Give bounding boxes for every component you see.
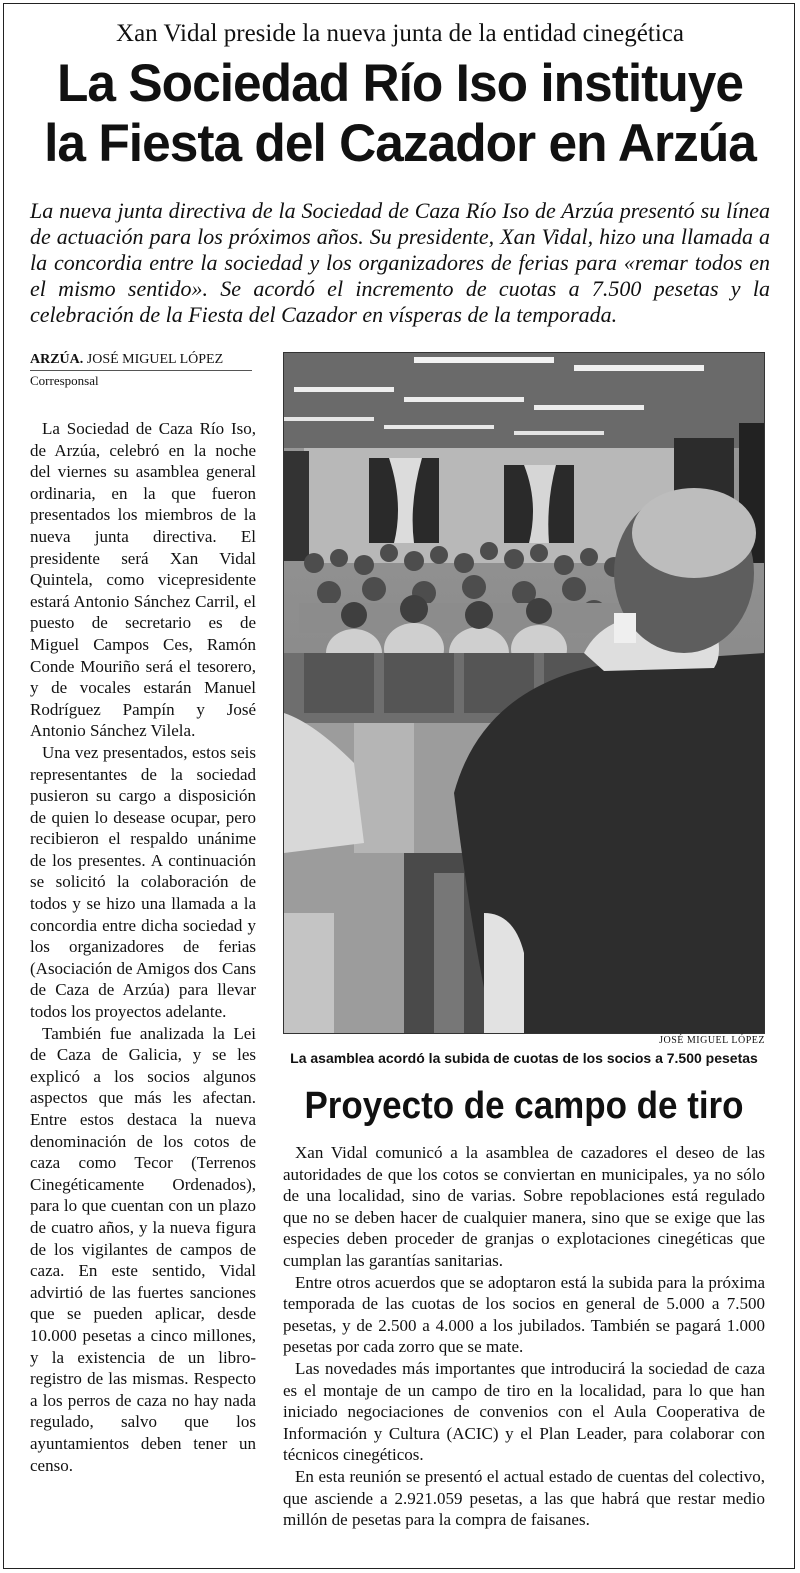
kicker: Xan Vidal preside la nueva junta de la entidad cinegética	[116, 20, 684, 47]
photo-caption: La asamblea acordó la subida de cuotas de los socios a 7.500 pesetas	[290, 1050, 758, 1066]
photo-credit: JOSÉ MIGUEL LÓPEZ	[659, 1035, 765, 1046]
standfirst: La nueva junta directiva de la Sociedad de Caza Río Iso de Arzúa presentó su línea de actuación para los próximos años. Su presidente, Xan Vidal, hizo una llamada a la concordia entre la sociedad y los organizadores de ferias para «remar todos en el mismo sentido». Se acordó el incremento de cuotas a 7.500 pesetas y la celebración de la Fiesta del Cazador en vísperas de la temporada.	[30, 198, 770, 327]
headline-line-1: La Sociedad Río Iso instituye	[56, 54, 744, 113]
byline-place: ARZÚA.	[30, 352, 84, 367]
body-paragraph: Una vez presentados, estos seis representantes de la sociedad pusieron su cargo a disposición de quien lo desease ocupar, pero recibieron el respaldo unánime de los presentes. A continuación se solicitó la colaboración de todos y se hizo una llamada a la concordia entre dicha sociedad y los organizadores de ferias (Asociación de Amigos dos Cans de Caza de Arzúa) para llevar todos los proyectos adelante.	[30, 742, 256, 1022]
headline-line-2: la Fiesta del Cazador en Arzúa	[44, 114, 756, 173]
body-paragraph: Xan Vidal comunicó a la asamblea de cazadores el deseo de las autoridades de que los cotos se conviertan en municipales, ya no sólo de una localidad, sino de varias. Sobre repoblaciones está regulado que no se deben hacer de cualquier manera, sino que se exige que las especies deben proceder de granjas o explotaciones cinegéticas que cumplan las garantías sanitarias.	[283, 1143, 765, 1270]
body-paragraph: En esta reunión se presentó el actual estado de cuentas del colectivo, que asciende a 2.921.059 pesetas, a las que habrá que restar medio millón de pesetas para la compra de faisanes.	[283, 1466, 765, 1530]
assembly-photo-image	[284, 353, 764, 1033]
headline	[12, 54, 788, 174]
left-column	[30, 418, 256, 1476]
body-paragraph: También fue analizada la Lei de Caza de Galicia, y se les explicó a los socios algunos aspectos que más les afectan. Entre estos destaca la nueva denominación de los cotos de caza como Tecor (Terrenos Cinegéticamente Ordenados), para lo que cuentan con un plazo de cuatro años, y la nueva figura de los vigilantes de campos de caza. En este sentido, Vidal advirtió de las fuertes sanciones que se pueden aplicar, desde 10.000 pesetas a cinco millones, y la existencia de un libro-registro de las mismas. Respecto a los perros de caza no hay nada regulado, salvo que los ayuntamientos deben tener un censo.	[30, 1023, 256, 1475]
body-paragraph: Las novedades más importantes que introducirá la sociedad de caza es el montaje de un campo de tiro en la localidad, para lo que han iniciado negociaciones de convenios con el Aula Cooperativa de Información y Cultura (ACIC) y el Plan Leader, para colaborar con técnicos cinegéticos.	[283, 1358, 765, 1465]
byline-rule	[30, 352, 252, 371]
byline	[30, 352, 252, 389]
assembly-photo	[283, 352, 765, 1034]
byline-role: Corresponsal	[30, 373, 99, 388]
right-column	[283, 1142, 765, 1531]
subhead: Proyecto de campo de tiro	[304, 1085, 744, 1127]
byline-author: JOSÉ MIGUEL LÓPEZ	[83, 352, 224, 367]
body-paragraph: Entre otros acuerdos que se adoptaron está la subida para la próxima temporada de las cuotas de los socios en general de 5.000 a 7.500 pesetas, y de 2.500 a 4.000 a los jubilados. También se pagará 1.000 pesetas por cada zorro que se mate.	[283, 1272, 765, 1357]
body-paragraph: La Sociedad de Caza Río Iso, de Arzúa, celebró en la noche del viernes su asamblea general ordinaria, en la que fueron presentados los miembros de la nueva junta directiva. El presidente será Xan Vidal Quintela, como vicepresidente estará Antonio Sánchez Carril, el puesto de secretario es de Miguel Campos Ces, Ramón Conde Mouriño será el tesorero, y de vocales estarán Manuel Rodríguez Pampín y José Antonio Sánchez Vilela.	[30, 419, 256, 741]
